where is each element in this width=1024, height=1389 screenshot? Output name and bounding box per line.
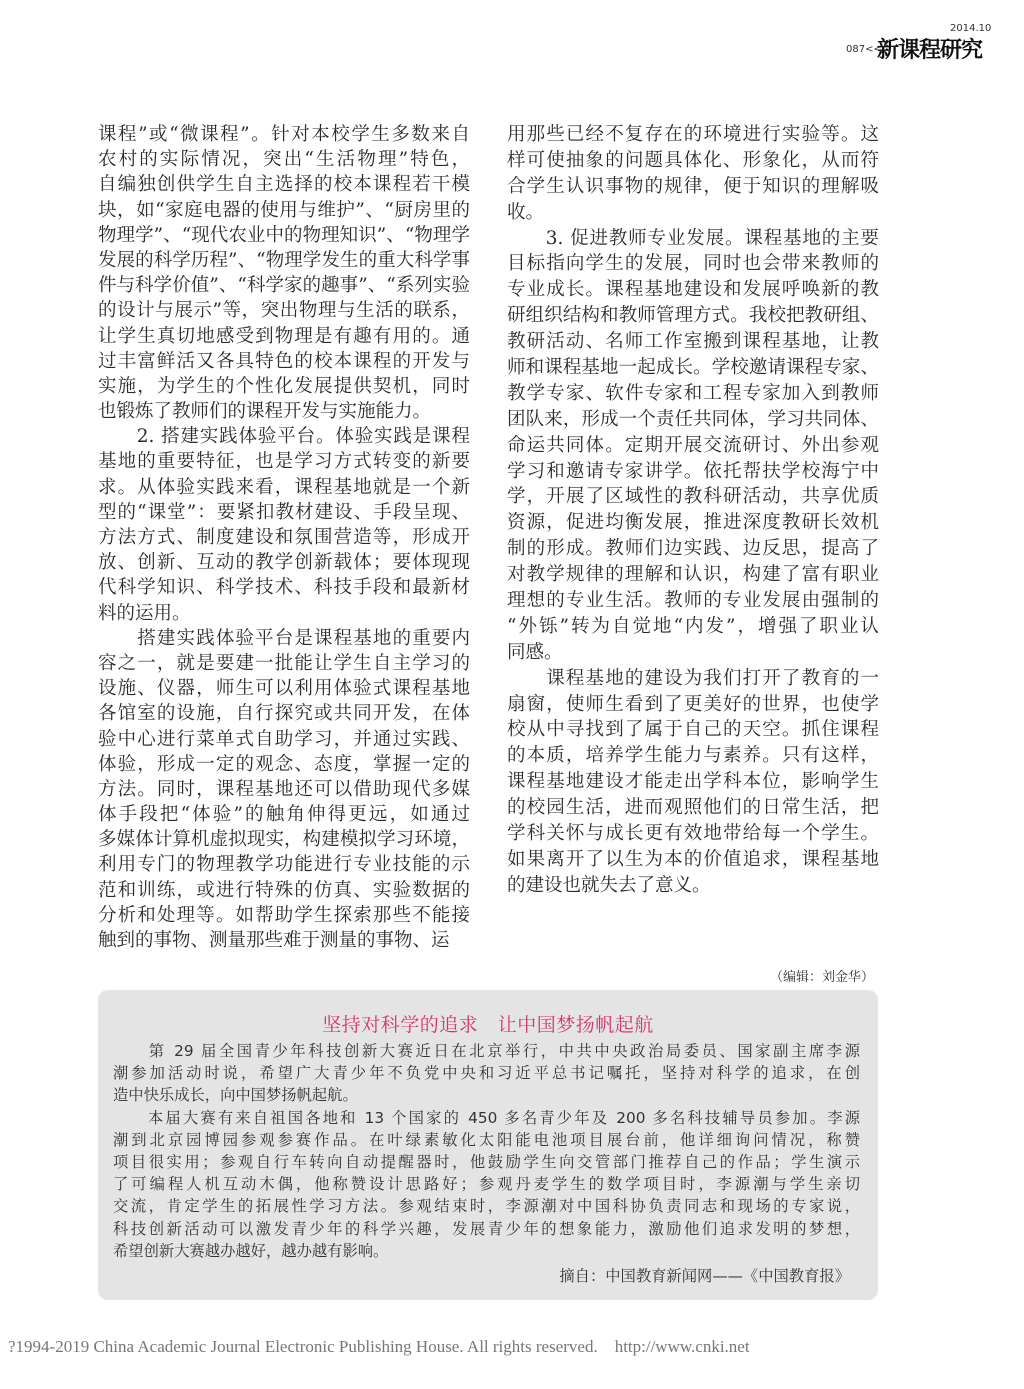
box-body — [113, 1040, 860, 1262]
text-line: 实施，为学生的个性化发展提供契机，同时 — [98, 375, 470, 397]
text-line: 方法。同时，课程基地还可以借助现代多媒 — [98, 778, 470, 800]
text-line: 的本质，培养学生能力与素养。只有这样， — [507, 745, 879, 767]
right-column — [507, 122, 879, 899]
text-line: 潮参加活动时说，希望广大青少年不负党中央和习近平总书记嘱托，坚持对科学的追求，在创 — [113, 1064, 860, 1083]
text-line: 农村的实际情况，突出“生活物理”特色， — [98, 149, 470, 171]
text-line: 第 29 届全国青少年科技创新大赛近日在北京举行，中共中央政治局委员、国家副主席李源 — [113, 1042, 860, 1060]
text-line: 项目很实用；参观自行车转向自动提醒器时，他鼓励学生向交管部门推荐自己的作品；学生演示 — [113, 1152, 860, 1171]
text-line: 潮到北京园博园参观参赛作品。在叶绿素敏化太阳能电池项目展台前，他详细询问情况，称赞 — [113, 1130, 860, 1149]
text-line: 也锻炼了教师们的课程开发与实施能力。 — [98, 401, 432, 423]
text-line: 样可使抽象的问题具体化、形象化，从而符 — [507, 149, 879, 171]
text-line: 各馆室的设施，自行探究或共同开发，在体 — [98, 703, 470, 725]
text-line: 希望创新大赛越办越好，越办越有影响。 — [113, 1241, 389, 1260]
text-line: 体手段把“体验”的触角伸得更远，如通过 — [98, 804, 470, 826]
text-line: 2. 搭建实践体验平台。体验实践是课程 — [98, 426, 470, 448]
text-line: 代科学知识、科学技术、科技手段和最新材 — [98, 577, 470, 599]
text-line: 利用专门的物理教学功能进行专业技能的示 — [98, 854, 470, 876]
text-line: 校从中寻找到了属于自己的天空。抓住课程 — [507, 719, 879, 741]
text-line: 设施、仪器，师生可以利用体验式课程基地 — [98, 678, 470, 700]
text-line: 发展的科学历程”、“物理学发生的重大科学事 — [98, 249, 470, 271]
text-line: 体验，形成一定的观念、态度，掌握一定的 — [98, 753, 470, 775]
sidebar-news-box — [98, 990, 878, 1300]
text-line: 自编独创供学生自主选择的校本课程若干模 — [98, 174, 470, 196]
text-line: 合学生认识事物的规律，便于知识的理解吸 — [507, 175, 879, 197]
text-line: 科技创新活动可以激发青少年的科学兴趣，发展青少年的想象能力，激励他们追求发明的梦想， — [113, 1219, 860, 1238]
text-line: 课程基地的建设为我们打开了教育的一 — [507, 667, 879, 689]
left-column — [98, 122, 470, 953]
text-line: 让学生真切地感受到物理是有趣有用的。通 — [98, 325, 470, 347]
text-line: 求。从体验实践来看，课程基地就是一个新 — [98, 476, 470, 498]
text-line: 件与科学价值”、“科学家的趣事”、“系列实验 — [98, 275, 470, 297]
text-line: 的建设也就失去了意义。 — [507, 874, 711, 896]
text-line: 了可编程人机互动木偶，他称赞设计思路好；参观丹麦学生的数学项目时，李源潮与学生亲切 — [113, 1175, 860, 1194]
text-line: 的校园生活，进而观照他们的日常生活，把 — [507, 797, 879, 819]
text-line: 扇窗，使师生看到了更美好的世界，也使学 — [507, 693, 879, 715]
text-line: 课程基地建设才能走出学科本位，影响学生 — [507, 771, 879, 793]
text-line: 分析和处理等。如帮助学生探索那些不能接 — [98, 904, 470, 926]
issue-date: 2014.10 — [950, 23, 992, 34]
text-line: 命运共同体。定期开展交流研讨、外出参观 — [507, 434, 879, 456]
text-line: 对教学规律的理解和认识，构建了富有职业 — [507, 564, 879, 586]
text-line: 教研活动、名师工作室搬到课程基地，让教 — [507, 331, 879, 353]
text-line: 理想的专业生活。教师的专业发展由强制的 — [507, 590, 879, 612]
text-line: 多媒体计算机虚拟现实，构建模拟学习环境， — [98, 829, 470, 851]
text-line: 用那些已经不复存在的环境进行实验等。这 — [507, 124, 879, 145]
text-line: 课程”或“微课程”。针对本校学生多数来自 — [98, 124, 470, 145]
text-line: 范和训练，或进行特殊的仿真、实验数据的 — [98, 879, 470, 901]
text-line: 型的“课堂”：要紧扣教材建设、手段呈现、 — [98, 501, 470, 523]
text-line: 师和课程基地一起成长。学校邀请课程专家、 — [507, 357, 879, 379]
text-line: 研组织结构和教师管理方式。我校把教研组、 — [507, 305, 879, 327]
text-line: 块，如“家庭电器的使用与维护”、“厨房里的 — [98, 199, 470, 221]
text-line: 3. 促进教师专业发展。课程基地的主要 — [507, 227, 879, 249]
text-line: 验中心进行菜单式自助学习，并通过实践、 — [98, 728, 470, 750]
text-line: 方法方式、制度建设和氛围营造等，形成开 — [98, 527, 470, 548]
text-line: 交流，肯定学生的拓展性学习方法。参观结束时，李源潮对中国科协负责同志和现场的专家说， — [113, 1197, 860, 1216]
text-line: 专业成长。课程基地建设和发展呼唤新的教 — [507, 279, 879, 301]
text-line: 收。 — [507, 201, 545, 223]
text-line: 资源，促进均衡发展，推进深度教研长效机 — [507, 512, 879, 534]
text-line: 料的运用。 — [98, 602, 191, 624]
page-number: 087<< — [846, 44, 882, 55]
box-title: 坚持对科学的追求 让中国梦扬帆起航 — [322, 1014, 654, 1036]
text-line: 教学专家、软件专家和工程专家加入到教师 — [507, 382, 879, 404]
text-line: 过丰富鲜活又各具特色的校本课程的开发与 — [98, 350, 470, 372]
text-line: 的设计与展示”等，突出物理与生活的联系， — [98, 300, 470, 322]
text-line: 如果离开了以生为本的价值追求，课程基地 — [507, 848, 879, 870]
text-line: 目标指向学生的发展，同时也会带来教师的 — [507, 253, 879, 275]
text-line: 放、创新、互动的教学创新载体；要体现现 — [98, 552, 470, 574]
box-source: 摘自：中国教育新闻网——《中国教育报》 — [559, 1267, 850, 1285]
text-line: 学科关怀与成长更有效地带给每一个学生。 — [507, 823, 879, 845]
text-line: 造中快乐成长，向中国梦扬帆起航。 — [113, 1086, 358, 1105]
text-line: 学习和邀请专家讲学。依托帮扶学校海宁中 — [507, 460, 879, 482]
text-line: 基地的重要特征，也是学习方式转变的新要 — [98, 451, 470, 473]
copyright-footer: ?1994-2019 China Academic Journal Electronic Publishing House. All rights reserved. http://www.cnki.net — [8, 1337, 750, 1356]
text-line: 制的形成。教师们边实践、边反思，提高了 — [507, 538, 879, 560]
text-line: 触到的事物、测量那些难于测量的事物、运 — [98, 930, 450, 951]
text-line: 学，开展了区域性的教科研活动，共享优质 — [507, 486, 879, 508]
text-line: 团队来，形成一个责任共同体，学习共同体、 — [507, 408, 879, 430]
text-line: 搭建实践体验平台是课程基地的重要内 — [98, 627, 470, 649]
text-line: 物理学”、“现代农业中的物理知识”、“物理学 — [98, 224, 470, 246]
text-line: 同感。 — [507, 641, 563, 663]
text-line: “外铄”转为自觉地“内发”，增强了职业认 — [507, 615, 879, 637]
text-line: 容之一，就是要建一批能让学生自主学习的 — [98, 652, 470, 674]
journal-title: 新课程研究 — [877, 38, 983, 63]
editor-credit: （编辑：刘金华） — [770, 970, 875, 985]
text-line: 本届大赛有来自祖国各地和 13 个国家的 450 多名青少年及 200 多名科技辅导员参加。李源 — [113, 1108, 860, 1127]
